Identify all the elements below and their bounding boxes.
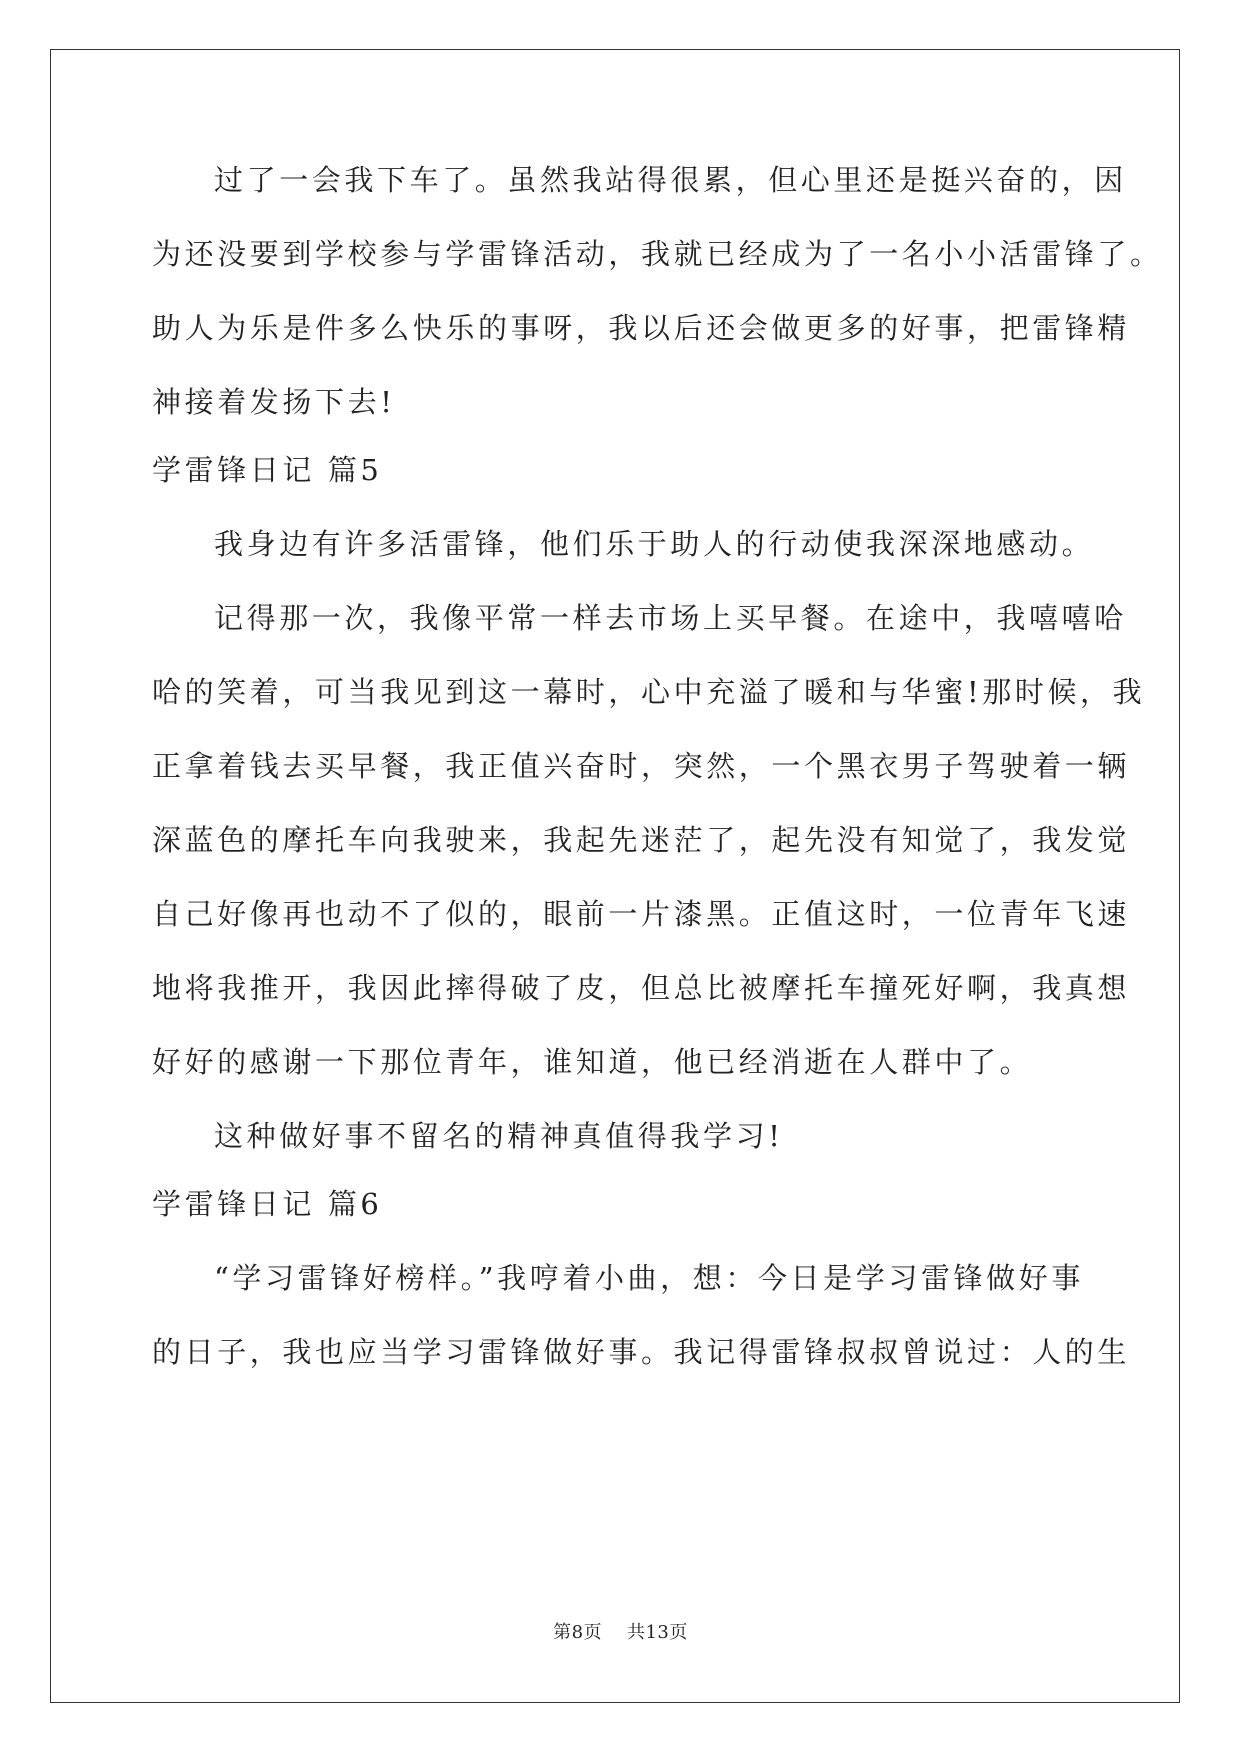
paragraph-line: 为还没要到学校参与学雷锋活动，我就已经成为了一名小小活雷锋了。 <box>152 237 1163 271</box>
paragraph-line: 哈的笑着，可当我见到这一幕时，心中充溢了暖和与华蜜!那时候，我 <box>152 675 1146 709</box>
paragraph-line: 助人为乐是件多么快乐的事呀，我以后还会做更多的好事，把雷锋精 <box>152 311 1131 345</box>
paragraph-line: “学习雷锋好榜样。”我哼着小曲，想：今日是学习雷锋做好事 <box>214 1261 1084 1295</box>
paragraph-line: 我身边有许多活雷锋，他们乐于助人的行动使我深深地感动。 <box>214 527 1095 561</box>
page-border <box>50 49 1180 1703</box>
paragraph-line: 神接着发扬下去! <box>152 385 396 419</box>
paragraph-line: 这种做好事不留名的精神真值得我学习! <box>214 1119 784 1153</box>
page-footer <box>0 1618 1241 1644</box>
section-heading: 学雷锋日记 篇6 <box>152 1187 383 1221</box>
paragraph-line: 自己好像再也动不了似的，眼前一片漆黑。正值这时，一位青年飞速 <box>152 897 1131 931</box>
paragraph-line: 的日子，我也应当学习雷锋做好事。我记得雷锋叔叔曾说过：人的生 <box>152 1335 1131 1369</box>
paragraph-line: 正拿着钱去买早餐，我正值兴奋时，突然，一个黑衣男子驾驶着一辆 <box>152 749 1131 783</box>
paragraph-line: 好好的感谢一下那位青年，谁知道，他已经消逝在人群中了。 <box>152 1045 1033 1079</box>
section-heading: 学雷锋日记 篇5 <box>152 453 383 487</box>
paragraph-line: 深蓝色的摩托车向我驶来，我起先迷茫了，起先没有知觉了，我发觉 <box>152 823 1131 857</box>
paragraph-line: 地将我推开，我因此摔得破了皮，但总比被摩托车撞死好啊，我真想 <box>152 971 1131 1005</box>
page-number: 第8页 共13页 <box>553 1622 688 1643</box>
paragraph-line: 过了一会我下车了。虽然我站得很累，但心里还是挺兴奋的，因 <box>214 163 1127 197</box>
paragraph-line: 记得那一次，我像平常一样去市场上买早餐。在途中，我嘻嘻哈 <box>214 601 1127 635</box>
